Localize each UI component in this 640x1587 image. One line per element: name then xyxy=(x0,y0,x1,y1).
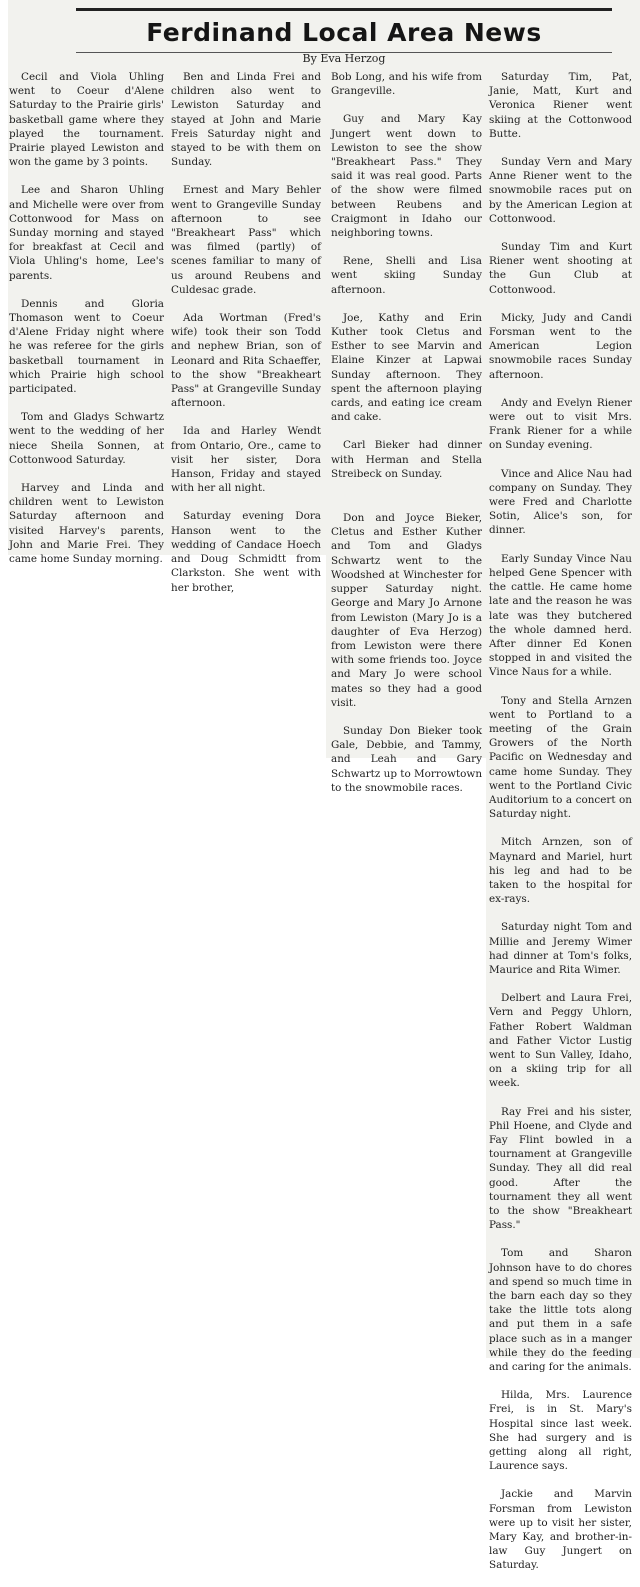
news-item: Cecil and Viola Uhling went to Coeur d'Alene Saturday to the Prairie girls' basketball game where they played the tournament. Prairie played Lewiston and won the game by 3 points. xyxy=(9,71,164,169)
news-item: Ida and Harley Wendt from Ontario, Ore., came to visit her sister, Dora Hanson, Friday and stayed with her all night. xyxy=(171,425,321,495)
news-item: Ben and Linda Frei and children also went to Lewiston Saturday and stayed at John and Marie Freis Saturday night and stayed to be with them on Sunday. xyxy=(171,71,321,169)
news-item: Vince and Alice Nau had company on Sunday. They were Fred and Charlotte Sotin, Alice's son, for dinner. xyxy=(489,467,632,537)
news-item: Saturday evening Dora Hanson went to the wedding of Candace Hoech and Doug Schmidtt from Clarkston. She went with her brother, xyxy=(171,510,321,594)
news-item: Saturday night Tom and Millie and Jeremy Wimer had dinner at Tom's folks, Maurice and Rita Wimer. xyxy=(489,921,632,976)
article-column-4 xyxy=(489,70,632,1587)
article-column-1 xyxy=(9,70,164,580)
news-item: Ernest and Mary Behler went to Grangeville Sunday afternoon to see "Breakheart Pass" which was filmed (partly) of scenes familiar to many of us around Reubens and Culdesac grade. xyxy=(171,184,321,296)
news-item: Lee and Sharon Uhling and Michelle were over from Cottonwood for Mass on Sunday morning and stayed for breakfast at Cecil and Viola Uhling's home, Lee's parents. xyxy=(9,184,164,282)
news-item: Tom and Sharon Johnson have to do chores and spend so much time in the barn each day so they take the little tots along and put them in a safe place such as in a manger while they do the feeding and caring for the animals. xyxy=(489,1247,632,1374)
news-item: Don and Joyce Bieker, Cletus and Esther Kuther and Tom and Gladys Schwartz went to the Woodshed at Winchester for supper Saturday night. George and Mary Jo Arnone from Lewiston (Mary Jo is a daughter of Eva Herzog) from Lewiston were there with some friends too. Joyce and Mary Jo were school mates so they had a good visit. xyxy=(331,512,482,709)
byline: By Eva Herzog xyxy=(302,52,386,65)
headline-top-rule xyxy=(76,8,612,11)
news-item: Ada Wortman (Fred's wife) took their son Todd and nephew Brian, son of Leonard and Rita Schaeffer, to the show "Breakheart Pass" at Grangeville Sunday afternoon. xyxy=(171,312,321,410)
news-item: Sunday Vern and Mary Anne Riener went to the snowmobile races put on by the American Legion at Cottonwood. xyxy=(489,156,632,225)
article-column-3 xyxy=(331,70,482,809)
news-item: Andy and Evelyn Riener were out to visit Mrs. Frank Riener for a while on Sunday evening. xyxy=(489,396,632,452)
news-item: Early Sunday Vince Nau helped Gene Spencer with the cattle. He came home late and the reason he was late was they butchered the whole damned herd. After dinner Ed Konen stopped in and visited the Vince Naus for a while. xyxy=(489,552,632,679)
news-item: Micky, Judy and Candi Forsman went to the American Legion snowmobile races Sunday afternoon. xyxy=(489,311,632,381)
news-item: Harvey and Linda and children went to Lewiston Saturday afternoon and visited Harvey's parents, John and Marie Frei. They came home Sunday morning. xyxy=(9,482,164,566)
news-item: Joe, Kathy and Erin Kuther took Cletus and Esther to see Marvin and Elaine Kinzer at Lapwai Sunday afternoon. They spent the afternoon playing cards, and eating ice cream and cake. xyxy=(331,311,482,424)
news-item: Dennis and Gloria Thomason went to Coeur d'Alene Friday night where he was referee for the girls basketball tournament in which Prairie high school participated. xyxy=(9,297,164,396)
news-item: Jackie and Marvin Forsman from Lewiston were up to visit her sister, Mary Kay, and brother-in-law Guy Jungert on Saturday. xyxy=(489,1488,632,1572)
news-item: Ray Frei and his sister, Phil Hoene, and Clyde and Fay Flint bowled in a tournament at Grangeville Sunday. They all did real good. After the tournament they all went to the show "Breakheart Pass." xyxy=(489,1105,632,1232)
news-item: Tom and Gladys Schwartz went to the wedding of her niece Sheila Sonnen, at Cottonwood Saturday. xyxy=(9,411,164,466)
news-item: Saturday Tim, Pat, Janie, Matt, Kurt and Veronica Riener went skiing at the Cottonwood Butte. xyxy=(489,71,632,140)
news-item: Rene, Shelli and Lisa went skiing Sunday afternoon. xyxy=(331,255,482,296)
news-item: Sunday Don Bieker took Gale, Debbie, and Tammy, and Leah and Gary Schwartz up to Morrowtown to the snowmobile races. xyxy=(331,724,483,794)
news-item: Hilda, Mrs. Laurence Frei, is in St. Mary's Hospital since last week. She had surgery and is getting along all right, Laurence says. xyxy=(489,1389,632,1473)
news-item: Delbert and Laura Frei, Vern and Peggy Uhlorn, Father Robert Waldman and Father Victor Lustig went to Sun Valley, Idaho, on a skiing trip for all week. xyxy=(489,992,632,1090)
article-column-2 xyxy=(171,70,321,609)
news-item: Guy and Mary Kay Jungert went down to Lewiston to see the show "Breakheart Pass." They said it was real good. Parts of the show were filmed between Reubens and Craigmont in Idaho our neighboring towns. xyxy=(331,113,482,240)
news-item: Mitch Arnzen, son of Maynard and Mariel, hurt his leg and had to be taken to the hospital for ex-rays. xyxy=(489,836,632,906)
news-item: Carl Bieker had dinner with Herman and Stella Streibeck on Sunday. xyxy=(331,439,482,480)
news-item: Sunday Tim and Kurt Riener went shooting at the Gun Club at Cottonwood. xyxy=(489,241,632,296)
news-item-continued: Bob Long, and his wife from Grangeville. xyxy=(331,71,482,98)
headline: Ferdinand Local Area News xyxy=(146,18,542,47)
news-item: Tony and Stella Arnzen went to Portland to a meeting of the Grain Growers of the North Pacific on Wednesday and came home Sunday. They went to the Portland Civic Auditorium to a concert on Saturday night. xyxy=(489,694,632,821)
